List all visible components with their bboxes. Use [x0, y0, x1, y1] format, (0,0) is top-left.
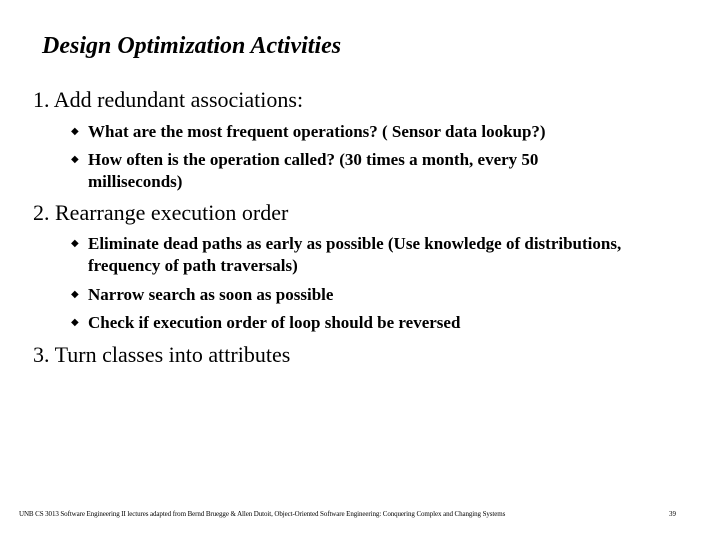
bullet-text: Eliminate dead paths as early as possible (Use knowledge of distributions, frequency of path traversals)	[88, 234, 622, 275]
diamond-bullet-icon: ◆	[71, 238, 79, 249]
bullet-item	[71, 312, 631, 334]
diamond-bullet-icon: ◆	[71, 317, 79, 328]
diamond-bullet-icon: ◆	[71, 154, 79, 165]
page-number: 39	[669, 510, 676, 518]
bullet-item	[71, 284, 631, 306]
bullet-text: How often is the operation called? (30 times a month, every 50 milliseconds)	[88, 150, 539, 191]
slide-footer: UNB CS 3013 Software Engineering II lectures adapted from Bernd Bruegge & Allen Dutoit, Object-Oriented Software Engineering: Conquering Complex and Changing Systems	[19, 510, 506, 518]
bullet-item	[71, 149, 631, 193]
bullet-text: Check if execution order of loop should be reversed	[88, 313, 461, 332]
bullet-text: What are the most frequent operations? ( Sensor data lookup?)	[88, 122, 546, 141]
slide-title: Design Optimization Activities	[42, 33, 342, 59]
section-heading-2: 2. Rearrange execution order	[33, 200, 289, 225]
section-heading-1: 1. Add redundant associations:	[33, 87, 304, 112]
diamond-bullet-icon: ◆	[71, 289, 79, 300]
section-heading-3: 3. Turn classes into attributes	[33, 342, 291, 367]
bullet-item	[71, 121, 631, 143]
bullet-item	[71, 233, 631, 277]
diamond-bullet-icon: ◆	[71, 126, 79, 137]
bullet-text: Narrow search as soon as possible	[88, 285, 334, 304]
